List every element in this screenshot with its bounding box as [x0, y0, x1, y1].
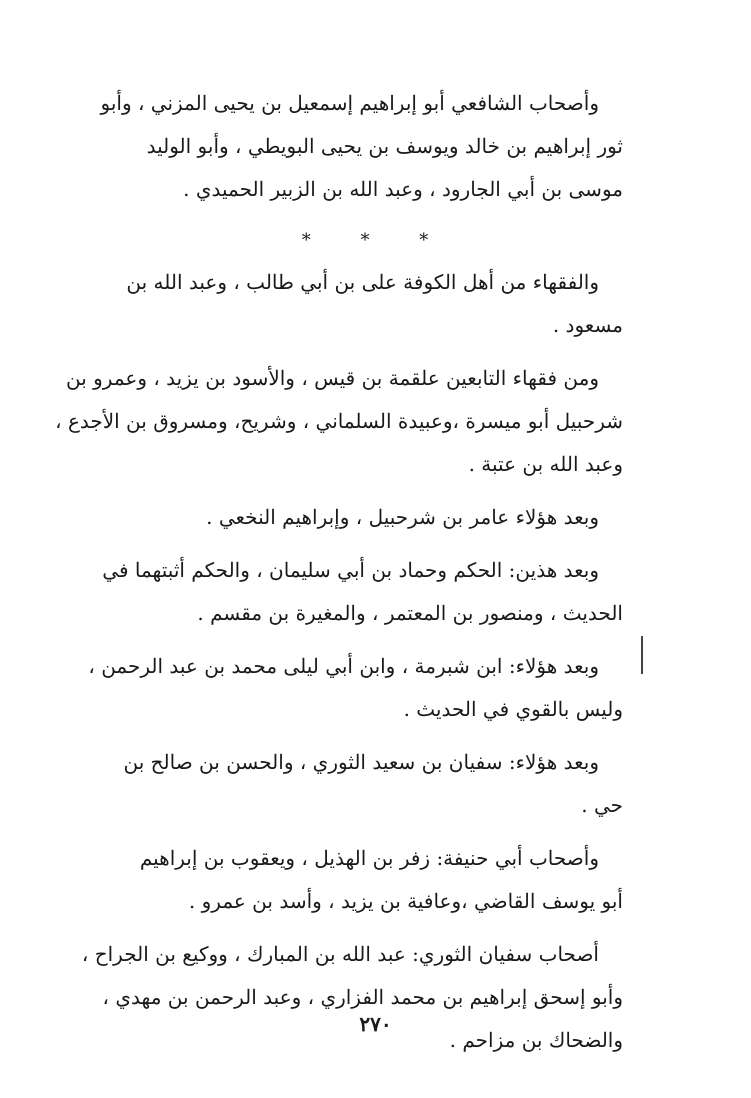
text-line: وليس بالقوي في الحديث . [403, 697, 623, 721]
paragraph-ibn-shubruma [88, 645, 623, 731]
paragraph-tabiin-jurists [55, 357, 623, 486]
paragraph-abu-hanifa-companions [129, 837, 623, 923]
text-line: وأصحاب أبي حنيفة: زفر بن الهذيل ، ويعقوب بن إبراهيم [139, 846, 599, 870]
text-line: والضحاك بن مزاحم . [449, 1028, 623, 1052]
page-number: ٢٧٠ [359, 1012, 392, 1036]
text-line: الحديث ، ومنصور بن المعتمر ، والمغيرة بن مقسم . [197, 601, 623, 625]
paragraph-kufa-jurists [126, 261, 623, 347]
paragraph-shafii-companions [100, 82, 623, 211]
paragraph-after-them [129, 496, 623, 539]
text-line: موسى بن أبي الجارود ، وعبد الله بن الزبير الحميدي . [183, 177, 623, 201]
text-line: والفقهاء من أهل الكوفة على بن أبي طالب ، وعبد الله بن [126, 270, 599, 294]
paragraph-after-these-two [102, 549, 623, 635]
text-line: حي . [581, 793, 623, 817]
text-line: وبعد هؤلاء: ابن شبرمة ، وابن أبي ليلى محمد بن عبد الرحمن ، [88, 654, 599, 678]
text-line: وعبد الله بن عتبة . [468, 452, 623, 476]
text-line: وأصحاب الشافعي أبو إبراهيم إسمعيل بن يحيى المزني ، وأبو [100, 91, 599, 115]
paragraph-sufyan-companions [81, 933, 623, 1062]
text-line: ثور إبراهيم بن خالد ويوسف بن يحيى البويطي ، وأبو الوليد [146, 134, 623, 158]
text-line: شرحبيل أبو ميسرة ،وعبيدة السلماني ، وشريح، ومسروق بن الأجدع ، [55, 409, 623, 433]
text-line: أصحاب سفيان الثوري: عبد الله بن المبارك ، ووكيع بن الجراح ، [81, 942, 599, 966]
text-line: وبعد هؤلاء عامر بن شرحبيل ، وإبراهيم النخعي . [206, 505, 599, 529]
paragraph-sufyan [123, 741, 623, 827]
section-separator: * * * [301, 230, 451, 251]
text-body [55, 82, 623, 1072]
text-line: وبعد هؤلاء: سفيان بن سعيد الثوري ، والحسن بن صالح بن [123, 750, 599, 774]
text-line: مسعود . [552, 313, 623, 337]
margin-mark [641, 636, 643, 674]
text-line: ومن فقهاء التابعين علقمة بن قيس ، والأسود بن يزيد ، وعمرو بن [66, 366, 599, 390]
text-line: وبعد هذين: الحكم وحماد بن أبي سليمان ، والحكم أثبتهما في [102, 558, 599, 582]
text-line: وأبو إسحق إبراهيم بن محمد الفزاري ، وعبد الرحمن بن مهدي ، [102, 985, 623, 1009]
text-line: أبو يوسف القاضي ،وعافية بن يزيد ، وأسد بن عمرو . [188, 889, 623, 913]
